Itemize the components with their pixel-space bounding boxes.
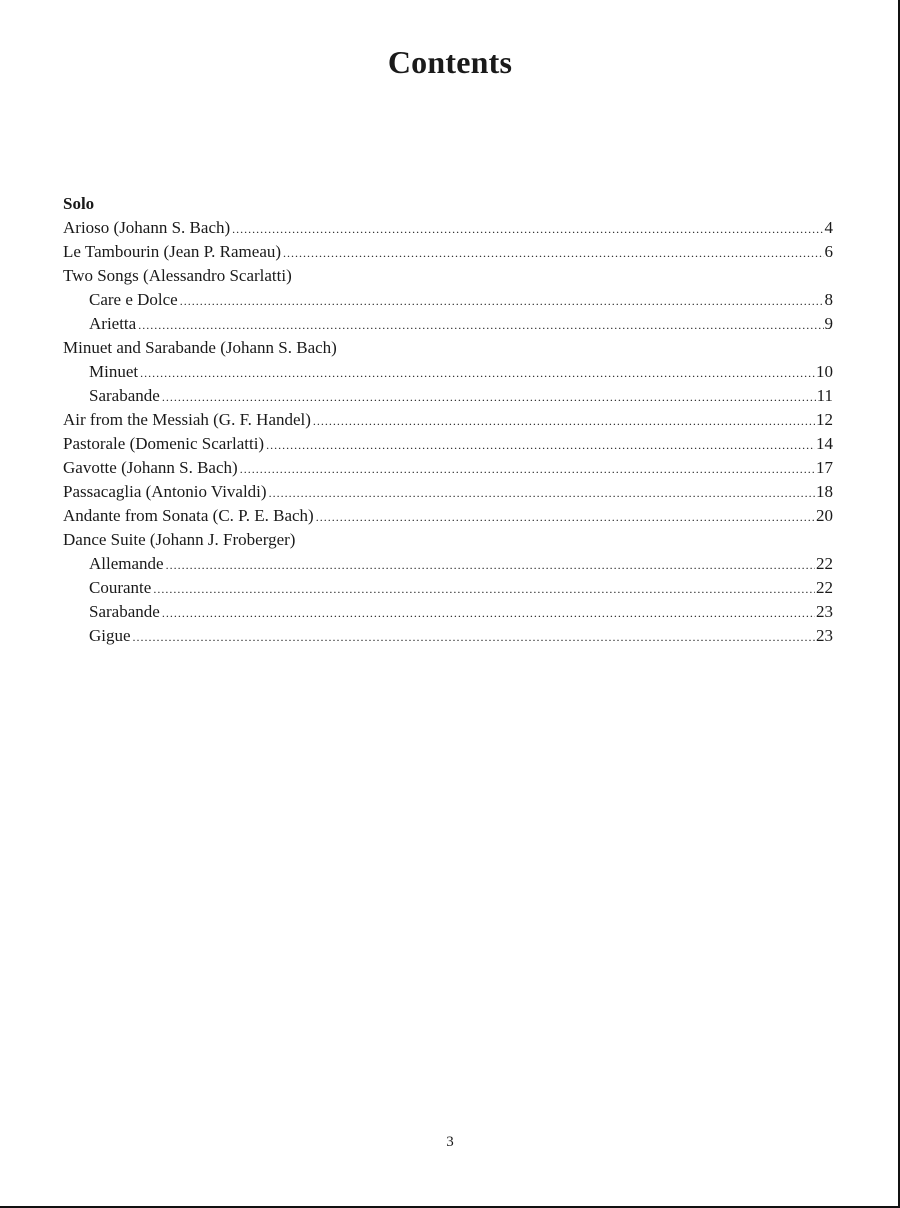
toc-entry-title: Pastorale (Domenic Scarlatti): [63, 434, 265, 453]
toc-entry-page: 9: [824, 314, 833, 333]
toc-entry-page: 6: [824, 242, 833, 261]
toc-entry-page: 20: [816, 506, 833, 525]
toc-entry-page: 22: [816, 554, 833, 573]
toc-entry-title: Courante: [89, 578, 152, 597]
dot-leader: [153, 577, 815, 600]
toc-entry[interactable]: [63, 552, 833, 576]
toc-entry[interactable]: [63, 432, 833, 456]
toc-group-heading: [63, 264, 833, 288]
dot-leader: [266, 433, 815, 456]
toc-entry[interactable]: [63, 576, 833, 600]
dot-leader: [138, 313, 823, 336]
dot-leader: [180, 289, 824, 312]
toc-entry-title: Minuet and Sarabande (Johann S. Bach): [63, 338, 337, 357]
toc-entry[interactable]: [63, 456, 833, 480]
toc-entry-page: 17: [816, 458, 833, 477]
toc-entry-page: 12: [816, 410, 833, 429]
toc-entry-title: Andante from Sonata (C. P. E. Bach): [63, 506, 314, 525]
toc-entry[interactable]: [63, 624, 833, 648]
toc-entry-title: Gigue: [89, 626, 131, 645]
toc-entry-page: 10: [816, 362, 833, 381]
toc-entry-title: Two Songs (Alessandro Scarlatti): [63, 266, 292, 285]
toc-entry[interactable]: [63, 240, 833, 264]
toc-entry-title: Passacaglia (Antonio Vivaldi): [63, 482, 267, 501]
toc-entry-page: 14: [816, 434, 833, 453]
toc-entry-title: Sarabande: [89, 602, 160, 621]
toc-entry-title: Care e Dolce: [89, 290, 178, 309]
toc-entry-title: Dance Suite (Johann J. Froberger): [63, 530, 296, 549]
dot-leader: [232, 217, 823, 240]
page-title: Contents: [387, 44, 513, 80]
dot-leader: [240, 457, 815, 480]
toc-group-heading: [63, 528, 833, 552]
section-heading-solo: Solo: [63, 194, 95, 213]
toc-entry-page: 23: [816, 602, 833, 621]
toc-entry-page: 4: [824, 218, 833, 237]
dot-leader: [162, 385, 816, 408]
dot-leader: [316, 505, 815, 528]
toc-group-heading: [63, 336, 833, 360]
toc-entry[interactable]: [63, 312, 833, 336]
toc-entry[interactable]: [63, 504, 833, 528]
toc-entry-page: 11: [816, 386, 833, 405]
dot-leader: [313, 409, 815, 432]
toc-entry[interactable]: [63, 288, 833, 312]
toc-entry-title: Arietta: [89, 314, 137, 333]
dot-leader: [133, 625, 815, 648]
toc-entry[interactable]: [63, 360, 833, 384]
toc-entry[interactable]: [63, 480, 833, 504]
toc-entry[interactable]: [63, 384, 833, 408]
toc-entry-title: Allemande: [89, 554, 164, 573]
page-number: 3: [446, 1134, 454, 1150]
toc-entry-title: Le Tambourin (Jean P. Rameau): [63, 242, 282, 261]
toc-entry[interactable]: [63, 600, 833, 624]
table-of-contents: [63, 192, 833, 648]
toc-entry-title: Sarabande: [89, 386, 160, 405]
toc-entry-title: Arioso (Johann S. Bach): [63, 218, 231, 237]
toc-entry-page: 22: [816, 578, 833, 597]
toc-entry-title: Gavotte (Johann S. Bach): [63, 458, 238, 477]
toc-entry-title: Minuet: [89, 362, 139, 381]
dot-leader: [162, 601, 815, 624]
toc-entry-page: 18: [816, 482, 833, 501]
dot-leader: [269, 481, 815, 504]
toc-entry-page: 8: [824, 290, 833, 309]
toc-entry[interactable]: [63, 216, 833, 240]
toc-entry-page: 23: [816, 626, 833, 645]
dot-leader: [166, 553, 815, 576]
dot-leader: [140, 361, 815, 384]
dot-leader: [283, 241, 823, 264]
toc-entry[interactable]: [63, 408, 833, 432]
toc-entry-title: Air from the Messiah (G. F. Handel): [63, 410, 311, 429]
